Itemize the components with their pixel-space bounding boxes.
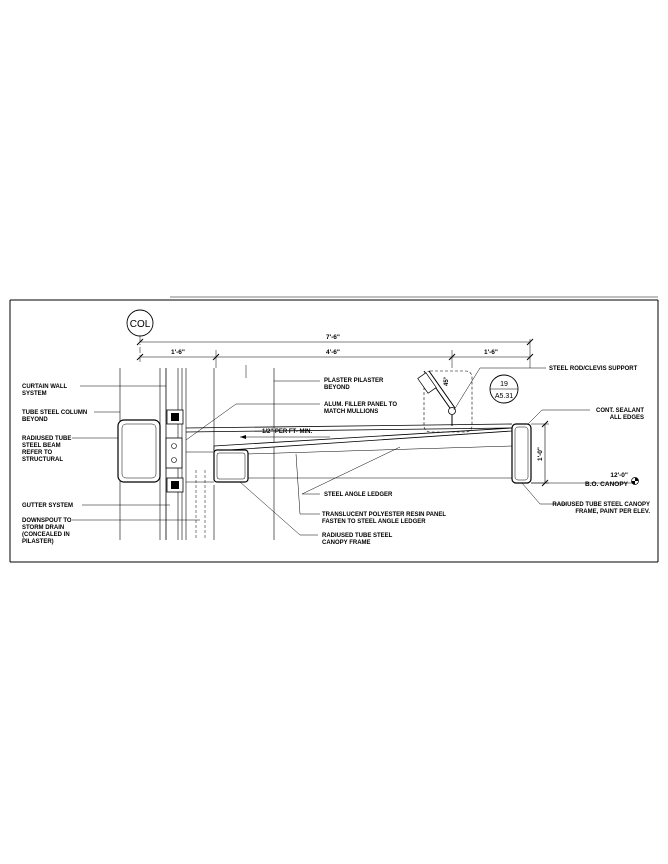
elevation-marker [531,472,639,488]
label-radiused-beam: RADIUSED TUBE STEEL BEAM REFER TO STRUCTURAL [22,436,72,463]
label-canopy-frame: RADIUSED TUBE STEEL CANOPY FRAME [322,533,393,546]
label-ledger: STEEL ANGLE LEDGER [324,492,393,498]
mullion-clips [166,410,183,492]
label-frame: RADIUSED TUBE STEEL CANOPY FRAME, PAINT PER ELEV. [552,502,650,515]
label-rod: STEEL ROD/CLEVIS SUPPORT [549,366,638,372]
detail-sheet: A5.31 [494,393,514,400]
tube-steel-column [118,420,160,482]
canopy-assembly [186,424,531,483]
label-sealant: CONT. SEALANT ALL EDGES [596,408,644,421]
label-gutter: GUTTER SYSTEM [22,503,74,509]
label-resin: TRANSLUCENT POLYESTER RESIN PANEL FASTEN TO STEEL ANGLE LEDGER [322,512,447,525]
clevis-support [418,371,472,432]
column-grid-bubble [127,310,153,362]
grid-bubble-label: COL [129,319,151,330]
dim-middle: 4'-6" [325,349,341,356]
label-tube-column: TUBE STEEL COLUMN BEYOND [22,410,88,423]
elevation-value: 12'-0" [610,472,628,479]
label-plaster: PLASTER PILASTER BEYOND [324,378,384,391]
dim-canopy-height: 1'-0" [537,446,544,462]
labels-right [454,366,650,515]
angle-mark: 45° [444,376,450,386]
detail-number: 19 [500,381,508,388]
detail-reference-bubble [490,375,518,403]
svg-text:1/2" PER FT- MIN.: 1/2" PER FT- MIN. [262,429,313,435]
canopy-height-dim [531,421,549,486]
label-downspout: DOWNSPOUT TO STORM DRAIN (CONCEALED IN PILASTER) [22,518,72,545]
dim-right: 1'-6" [483,349,499,356]
dimension-strings [137,334,533,368]
elevation-label: B.O. CANOPY [585,481,628,488]
dim-left: 1'-6" [170,349,186,356]
label-filler: ALUM. FILLER PANEL TO MATCH MULLIONS [324,402,397,415]
canopy-frame-tube [214,450,248,482]
dim-overall: 7'-6" [325,334,341,341]
label-curtain-wall: CURTAIN WALL SYSTEM [22,384,68,397]
